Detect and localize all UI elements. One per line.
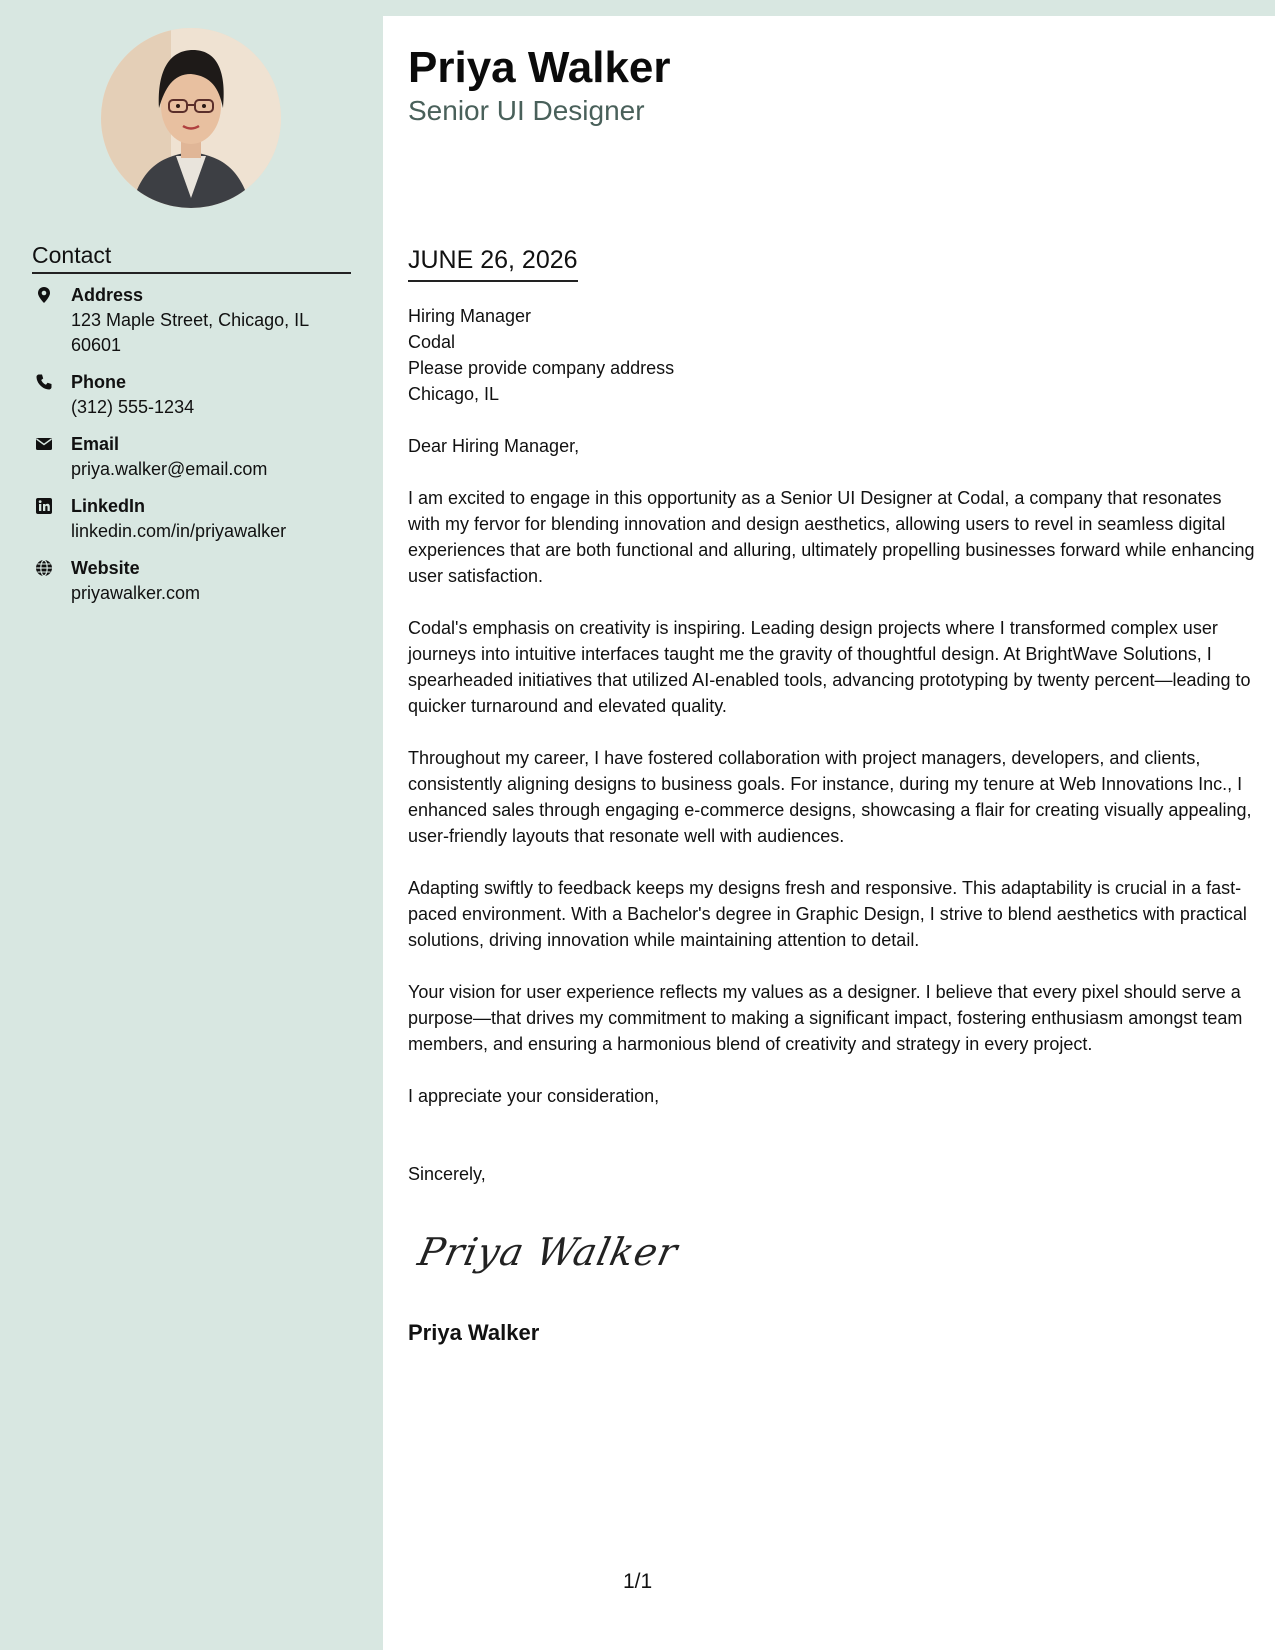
paragraph: I am excited to engage in this opportunity as a Senior UI Designer at Codal, a company that resonates with my fervor for blending innovation and design aesthetics, allowing users to revel in seamless digital experiences that are both functional and alluring, ultimately propelling businesses forward while enhancing user satisfaction. <box>408 488 1255 586</box>
paragraph: Your vision for user experience reflects my values as a designer. I believe that every pixel should serve a purpose—that drives my commitment to making a significant impact, fostering enthusiasm amongst team members, and ensuring a harmonious blend of creativity and strategy in every project. <box>408 982 1243 1054</box>
linkedin-value: linkedin.com/in/priyawalker <box>71 521 287 541</box>
globe-icon <box>35 559 53 577</box>
recipient-block <box>408 303 1258 407</box>
contact-label: Phone <box>71 372 127 392</box>
paragraph: Throughout my career, I have fostered collaboration with project managers, developers, and clients, consistently aligning designs to business goals. For instance, during my tenure at Web Innovations Inc., I enhanced sales through engaging e-commerce designs, showcasing a flair for creating visually appealing, user-friendly layouts that resonate well with audiences. <box>408 748 1252 846</box>
contact-item-address <box>32 283 362 358</box>
contact-label: Address <box>71 285 144 305</box>
recipient-line: Codal <box>408 332 456 352</box>
profile-photo <box>101 28 281 208</box>
phone-icon <box>35 373 53 391</box>
recipient-line: Hiring Manager <box>408 306 532 326</box>
contact-heading: Contact <box>32 240 351 274</box>
contact-item-email <box>32 432 362 482</box>
contact-item-phone <box>32 370 362 420</box>
map-pin-icon <box>35 286 53 304</box>
contact-label: Website <box>71 558 140 578</box>
contact-list <box>32 283 362 618</box>
page-number: 1/1 <box>623 1570 653 1593</box>
letter-date: JUNE 26, 2026 <box>408 244 578 282</box>
contact-item-linkedin <box>32 494 362 544</box>
signoff: Sincerely, <box>408 1164 486 1184</box>
closing-line: I appreciate your consideration, <box>408 1086 660 1106</box>
handwritten-signature: Priya Walker <box>414 1230 683 1274</box>
sidebar <box>0 0 383 1650</box>
signed-name: Priya Walker <box>408 1320 540 1345</box>
applicant-name: Priya Walker <box>408 43 671 92</box>
greeting: Dear Hiring Manager, <box>408 436 580 456</box>
linkedin-icon <box>35 497 53 515</box>
recipient-line: Please provide company address <box>408 358 675 378</box>
envelope-icon <box>35 435 53 453</box>
paragraph: Codal's emphasis on creativity is inspiring. Leading design projects where I transformed complex user journeys into intuitive interfaces taught me the gravity of thoughtful design. At BrightWave Solutions, I spearheaded initiatives that utilized AI-enabled tools, advancing prototyping by twenty percent—leading to quicker turnaround and elevated quality. <box>408 618 1251 716</box>
email-value: priya.walker@email.com <box>71 459 268 479</box>
phone-value: (312) 555-1234 <box>71 397 195 417</box>
contact-item-website <box>32 556 362 606</box>
letter-body <box>408 303 1258 1187</box>
paragraph: Adapting swiftly to feedback keeps my designs fresh and responsive. This adaptability is crucial in a fast-paced environment. With a Bachelor's degree in Graphic Design, I strive to blend aesthetics with practical solutions, driving innovation while maintaining attention to detail. <box>408 878 1247 950</box>
avatar <box>101 28 281 208</box>
job-title: Senior UI Designer <box>408 95 645 126</box>
website-value: priyawalker.com <box>71 583 201 603</box>
contact-label: LinkedIn <box>71 496 146 516</box>
contact-label: Email <box>71 434 120 454</box>
address-value: 123 Maple Street, Chicago, IL 60601 <box>71 310 309 355</box>
letter-main <box>383 16 1275 1650</box>
recipient-line: Chicago, IL <box>408 384 500 404</box>
